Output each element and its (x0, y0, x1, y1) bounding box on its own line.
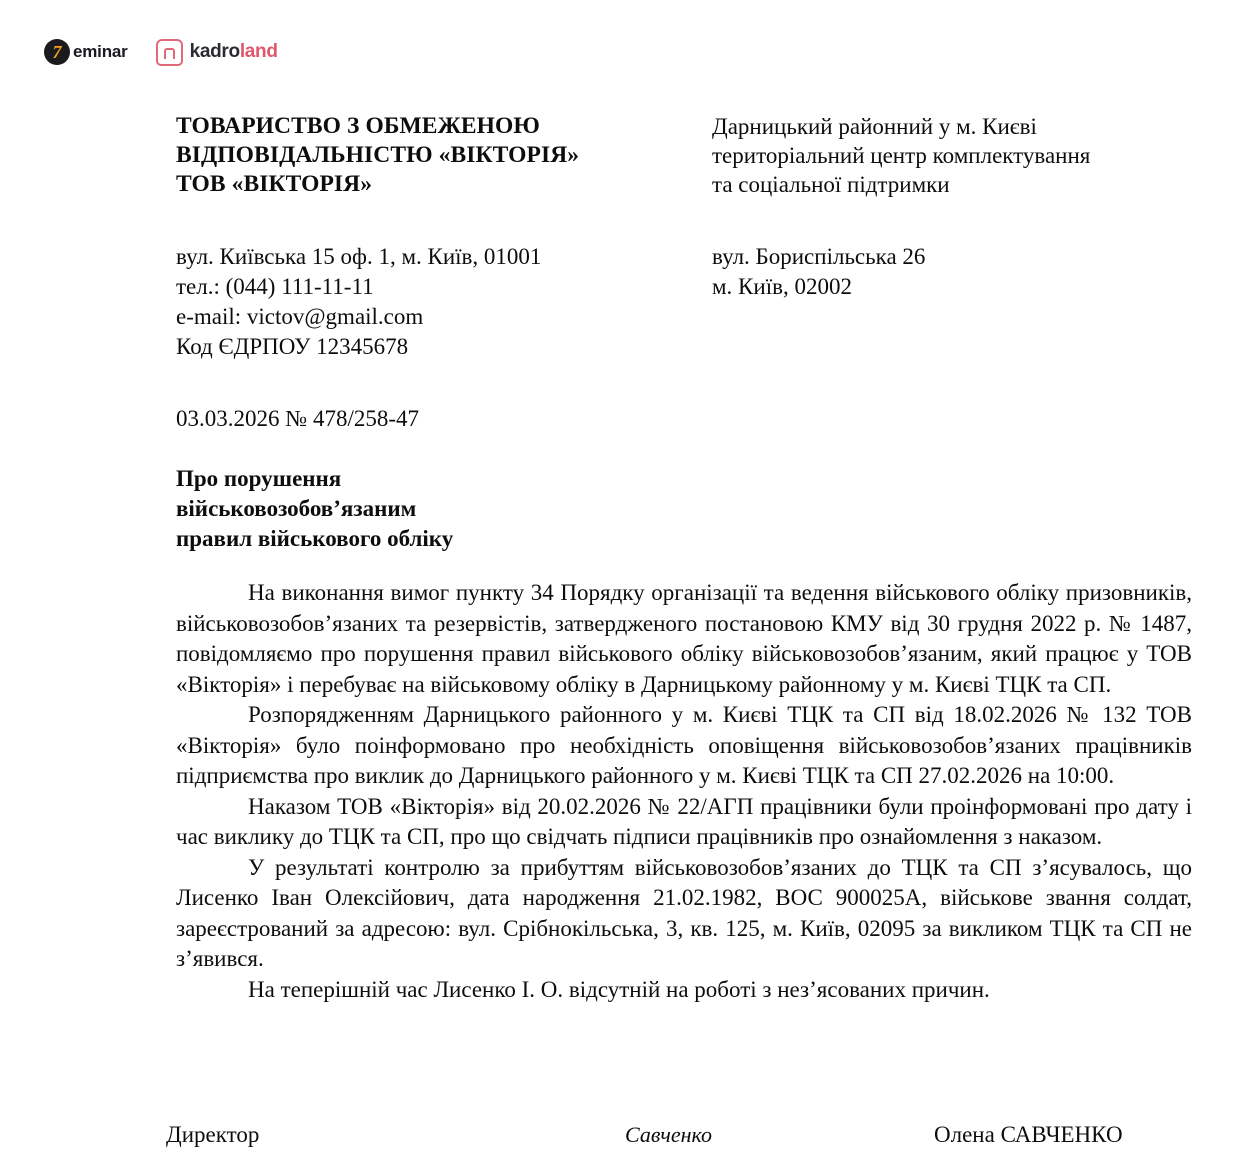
recipient-line-2: територіальний центр комплектування (712, 143, 1091, 168)
subject-line-2: військовозобов’язаним (176, 496, 417, 521)
body-paragraph-2: Розпорядженням Дарницького районного у м. Києві ТЦК та СП від 18.02.2026 № 132 ТОВ «Вікторія» було поінформовано про необхідність оповіщення військовозобов’язаних працівників підприємства про виклик до Дарницького районного у м. Києві ТЦК та СП 27.02.2026 на 10:00. (176, 702, 1192, 788)
document-subject (176, 464, 453, 554)
sender-block (176, 112, 646, 362)
recipient-line-3: та соціальної підтримки (712, 172, 950, 197)
recipient-address-block (712, 242, 1192, 302)
sender-edrpou-code: Код ЄДРПОУ 12345678 (176, 334, 409, 359)
seminar-logo-label: eminar (73, 42, 128, 61)
body-paragraph-3: Наказом ТОВ «Вікторія» від 20.02.2026 № 22/АГП працівники були проінформовані про дату і час виклику до ТЦК та СП, про що свідчать підписи працівників про ознайомлення з наказом. (176, 793, 1192, 849)
sender-email: e-mail: victov@gmail.com (176, 304, 424, 329)
sender-title-line-1: ТОВАРИСТВО З ОБМЕЖЕНОЮ (176, 113, 540, 139)
recipient-name (712, 112, 1192, 199)
sender-contact-block (176, 242, 646, 362)
document-reference: 03.03.2026 № 478/258-47 (176, 406, 419, 431)
sender-address: вул. Київська 15 оф. 1, м. Київ, 01001 (176, 244, 542, 269)
letterhead (176, 112, 1192, 362)
body-paragraph-1: На виконання вимог пункту 34 Порядку організації та ведення військового обліку призовників, військовозобов’язаних та резервістів, затвердженого постановою КМУ від 30 грудня 2022 р. № 1487, повідомляємо про порушення правил військового обліку військовозобов’язаним, який працює у ТОВ «Вікторія» і перебуває на військовому обліку в Дарницькому районному у м. Києві ТЦК та СП. (176, 580, 1192, 697)
kadroland-logo-label (190, 41, 278, 63)
seminar-logo[interactable] (44, 39, 128, 65)
kadroland-label-accent: land (239, 41, 278, 62)
subject-line-3: правил військового обліку (176, 526, 454, 551)
recipient-address-line-1: вул. Бориспільська 26 (712, 244, 926, 269)
sender-organization-title (176, 112, 646, 199)
recipient-address-line-2: м. Київ, 02002 (712, 274, 852, 299)
body-paragraph-5: На теперішній час Лисенко І. О. відсутній на роботі з нез’ясованих причин. (248, 976, 990, 1002)
signature-name: Олена САВЧЕНКО (934, 1122, 1123, 1147)
document-body (176, 578, 1192, 1005)
subject-line-1: Про порушення (176, 466, 342, 491)
sender-title-line-3: ТОВ «ВІКТОРІЯ» (176, 171, 373, 197)
kadroland-label-dark: kadro (189, 41, 240, 62)
recipient-line-1: Дарницький районний у м. Києві (712, 114, 1037, 139)
sender-title-line-2: ВІДПОВІДАЛЬНІСТЮ «ВІКТОРІЯ» (176, 142, 580, 168)
sender-phone: тел.: (044) 111-11-11 (176, 274, 374, 299)
signature-handwritten: Савченко (625, 1122, 713, 1147)
branding-bar (44, 36, 278, 68)
body-paragraph-4: У результаті контролю за прибуттям військовозобов’язаних до ТЦК та СП з’ясувалось, що Лисенко Іван Олексійович, дата народження 21.02.1982, ВОС 900025А, військове звання солдат, зареєстрований за адресою: вул. Срібнокільська, 3, кв. 125, м. Київ, 02095 за викликом ТЦК та СП не з’явився. (176, 854, 1192, 971)
signature-role: Директор (166, 1122, 260, 1147)
kadroland-house-icon (156, 39, 183, 66)
seminar-circle-icon: 7 (44, 39, 70, 65)
signature-row (166, 1122, 1186, 1162)
kadroland-logo[interactable] (156, 39, 278, 66)
recipient-block (712, 112, 1192, 362)
